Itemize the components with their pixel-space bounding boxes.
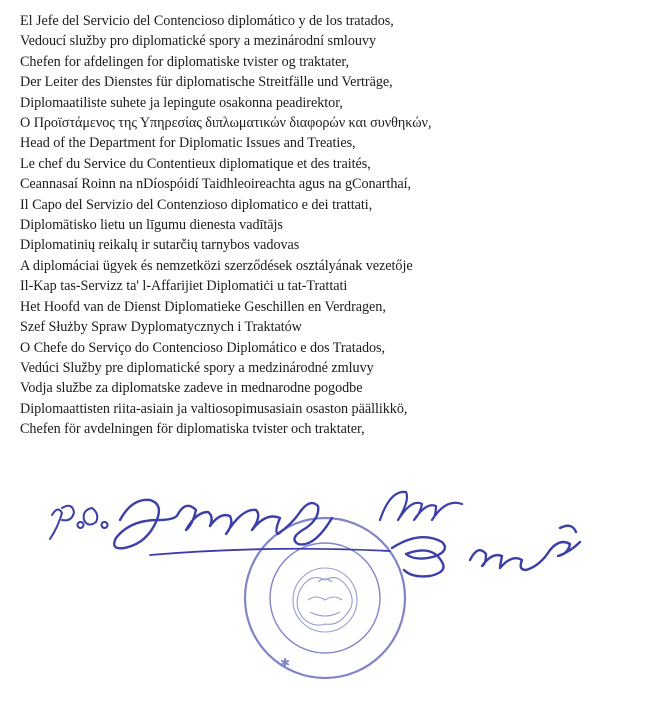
signature-block [0,440,645,707]
stamp-star: ✱ [280,656,291,670]
stamp-emblem [293,568,357,632]
stamp-outer-ring [245,518,405,678]
title-line-sv: Chefen för avdelningen för diplomatiska tvister och traktater, [20,421,365,438]
official-title-list [20,11,635,440]
title-line-nl: Het Hoofd van de Dienst Diplomatieke Geschillen en Verdragen, [20,298,386,315]
title-line-de: Der Leiter des Dienstes für diplomatische Streitfälle und Verträge, [20,74,393,91]
title-line-pl: Szef Służby Spraw Dyplomatycznych i Traktatów [20,319,302,336]
stamp-inner-ring [270,543,380,653]
title-line-es: El Jefe del Servicio del Contencioso diplomático y de los tratados, [20,13,394,29]
signature-prefix [50,506,108,539]
title-line-hu: A diplomáciai ügyek és nemzetközi szerződések osztályának vezetője [20,257,413,274]
title-line-et: Diplomaatiliste suhete ja lepingute osakonna peadirektor, [20,94,343,111]
title-line-en: Head of the Department for Diplomatic Issues and Treaties, [20,135,356,152]
official-stamp [245,518,405,678]
title-line-it: Il Capo del Servizio del Contenzioso diplomatico e dei trattati, [20,196,373,213]
title-line-mt: Il-Kap tas-Servizz ta' l-Affarijiet Diplomatiċi u tat-Trattati [20,278,348,295]
title-line-sk: Vedúci Služby pre diplomatické spory a medzinárodné zmluvy [20,359,374,376]
title-line-cs: Vedoucí služby pro diplomatické spory a mezinárodní smlouvy [20,33,376,50]
handwritten-signature [50,492,580,577]
title-line-pt: O Chefe do Serviço do Contencioso Diplomático e dos Tratados, [20,339,385,356]
title-line-fr: Le chef du Service du Contentieux diplomatique et des traités, [20,155,371,172]
title-line-lv: Diplomātisko lietu un līgumu dienesta vadītājs [20,217,283,234]
title-line-el: Ο Προϊστάμενος της Υπηρεσίας διπλωματικών διαφορών και συνθηκών, [20,115,432,132]
title-line-lt: Diplomatinių reikalų ir sutarčių tarnybos vadovas [20,237,300,254]
title-line-da: Chefen for afdelingen for diplomatiske tvister og traktater, [20,53,349,70]
title-line-fi: Diplomaattisten riita-asiain ja valtiosopimusasiain osaston päällikkö, [20,400,408,417]
title-line-sl: Vodja službe za diplomatske zadeve in mednarodne pogodbe [20,380,363,397]
title-line-ga: Ceannasaí Roinn na nDíospóidí Taidhleoireachta agus na gConarthaí, [20,176,412,193]
